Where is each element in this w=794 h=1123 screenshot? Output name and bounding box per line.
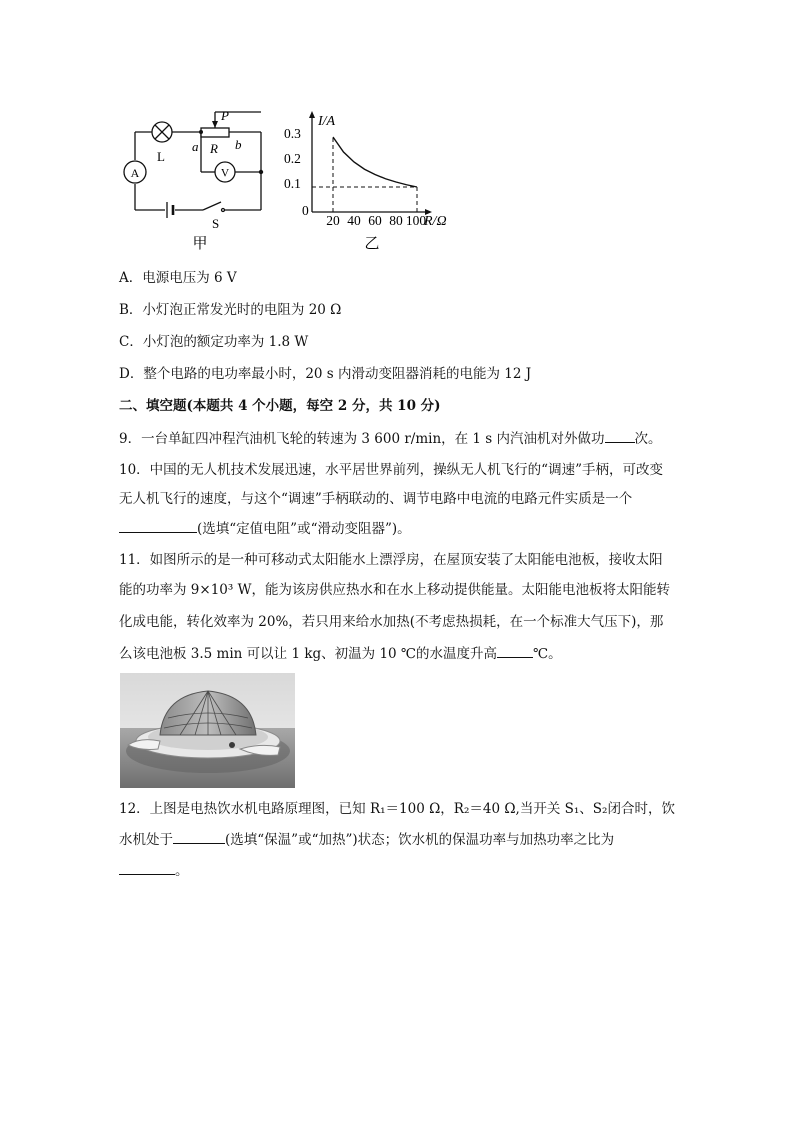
option-d: D．整个电路的电功率最小时，20 s 内滑动变阻器消耗的电能为 12 J xyxy=(119,366,532,382)
question-11-line-4 xyxy=(119,643,562,664)
current-resistance-graph xyxy=(282,108,472,253)
current-curve xyxy=(333,137,417,187)
q11-line-3: 化成电能，转化效率为 20%，若只用来给水加热(不考虑热损耗，在一个标准大气压下)，那 xyxy=(119,614,664,630)
y-tick-0: 0 xyxy=(302,203,309,218)
question-10-line-3 xyxy=(119,518,411,539)
x-tick-40: 40 xyxy=(347,213,361,228)
q10-text-end: (选填“定值电阻”或“滑动变阻器”)。 xyxy=(197,521,411,537)
q11-line-2: 能的功率为 9×10³ W，能为该房供应热水和在水上移动提供能量。太阳能电池板将太阳能转 xyxy=(119,582,670,598)
q9-text: 9．一台单缸四冲程汽油机飞轮的转速为 3 600 r/min，在 1 s 内汽油机对外做功 xyxy=(119,431,605,447)
q12-line-1: 12．上图是电热饮水机电路原理图，已知 R₁＝100 Ω，R₂＝40 Ω,当开关 S₁、S₂闭合时，饮 xyxy=(119,801,675,817)
q10-answer-blank[interactable] xyxy=(119,518,197,533)
y-tick-0-2: 0.2 xyxy=(284,151,301,166)
switch-label: S xyxy=(212,216,220,231)
q10-line-1: 10．中国的无人机技术发展迅速，水平居世界前列，操纵无人机飞行的“调速”手柄，可改变 xyxy=(119,462,663,478)
x-tick-20: 20 xyxy=(326,213,340,228)
y-axis-label: I/A xyxy=(318,114,336,129)
circuit-caption: 甲 xyxy=(192,236,208,252)
rheostat-label: R xyxy=(210,141,218,156)
q11-line-1: 11．如图所示的是一种可移动式太阳能水上漂浮房，在屋顶安装了太阳能电池板，接收太阳 xyxy=(119,552,663,568)
question-9 xyxy=(119,428,662,449)
question-12-line-2 xyxy=(119,829,614,850)
floating-solar-house-photo xyxy=(120,673,295,788)
option-c: C．小灯泡的额定功率为 1.8 W xyxy=(119,334,309,350)
q10-line-2: 无人机飞行的速度，与这个“调速”手柄联动的、调节电路中电流的电路元件实质是一个 xyxy=(119,491,633,507)
voltmeter-label: V xyxy=(220,167,230,180)
x-tick-100: 100 xyxy=(405,213,427,228)
battery-symbol xyxy=(167,202,173,218)
y-tick-0-1: 0.1 xyxy=(284,176,301,191)
graph-caption: 乙 xyxy=(364,236,380,252)
section-title: 二、填空题(本题共 4 个小题，每空 2 分，共 10 分) xyxy=(119,398,441,414)
q9-answer-blank[interactable] xyxy=(605,428,635,443)
lamp-label: L xyxy=(157,149,165,164)
lamp-symbol xyxy=(152,122,172,142)
switch-symbol xyxy=(203,202,225,212)
q12-text-end: 。 xyxy=(175,863,189,879)
x-tick-80: 80 xyxy=(389,213,403,228)
q11-text-end: ℃。 xyxy=(533,646,562,662)
option-a: A．电源电压为 6 V xyxy=(119,270,237,286)
rheostat-symbol xyxy=(201,128,229,137)
q11-answer-blank[interactable] xyxy=(497,643,533,658)
q12-answer-blank-1[interactable] xyxy=(173,829,225,844)
circuit-diagram xyxy=(115,108,275,253)
x-axis-label: R/Ω xyxy=(424,214,447,229)
ammeter-label: A xyxy=(130,166,140,180)
end-b-label: b xyxy=(235,137,242,152)
q12-text: 水机处于 xyxy=(119,832,173,848)
slider-label: P xyxy=(221,108,229,123)
y-tick-0-3: 0.3 xyxy=(284,126,301,141)
q12-text-mid: (选填“保温”或“加热”)状态；饮水机的保温功率与加热功率之比为 xyxy=(225,832,615,848)
y-axis-arrow xyxy=(309,111,315,118)
q11-text: 么该电池板 3.5 min 可以让 1 kg、初温为 10 ℃的水温度升高 xyxy=(119,646,498,662)
question-12-line-3 xyxy=(119,860,189,881)
q12-answer-blank-2[interactable] xyxy=(119,860,175,875)
q9-text-end: 次。 xyxy=(634,431,662,447)
x-tick-60: 60 xyxy=(368,213,382,228)
option-b: B．小灯泡正常发光时的电阻为 20 Ω xyxy=(119,302,342,318)
end-a-label: a xyxy=(192,139,199,154)
